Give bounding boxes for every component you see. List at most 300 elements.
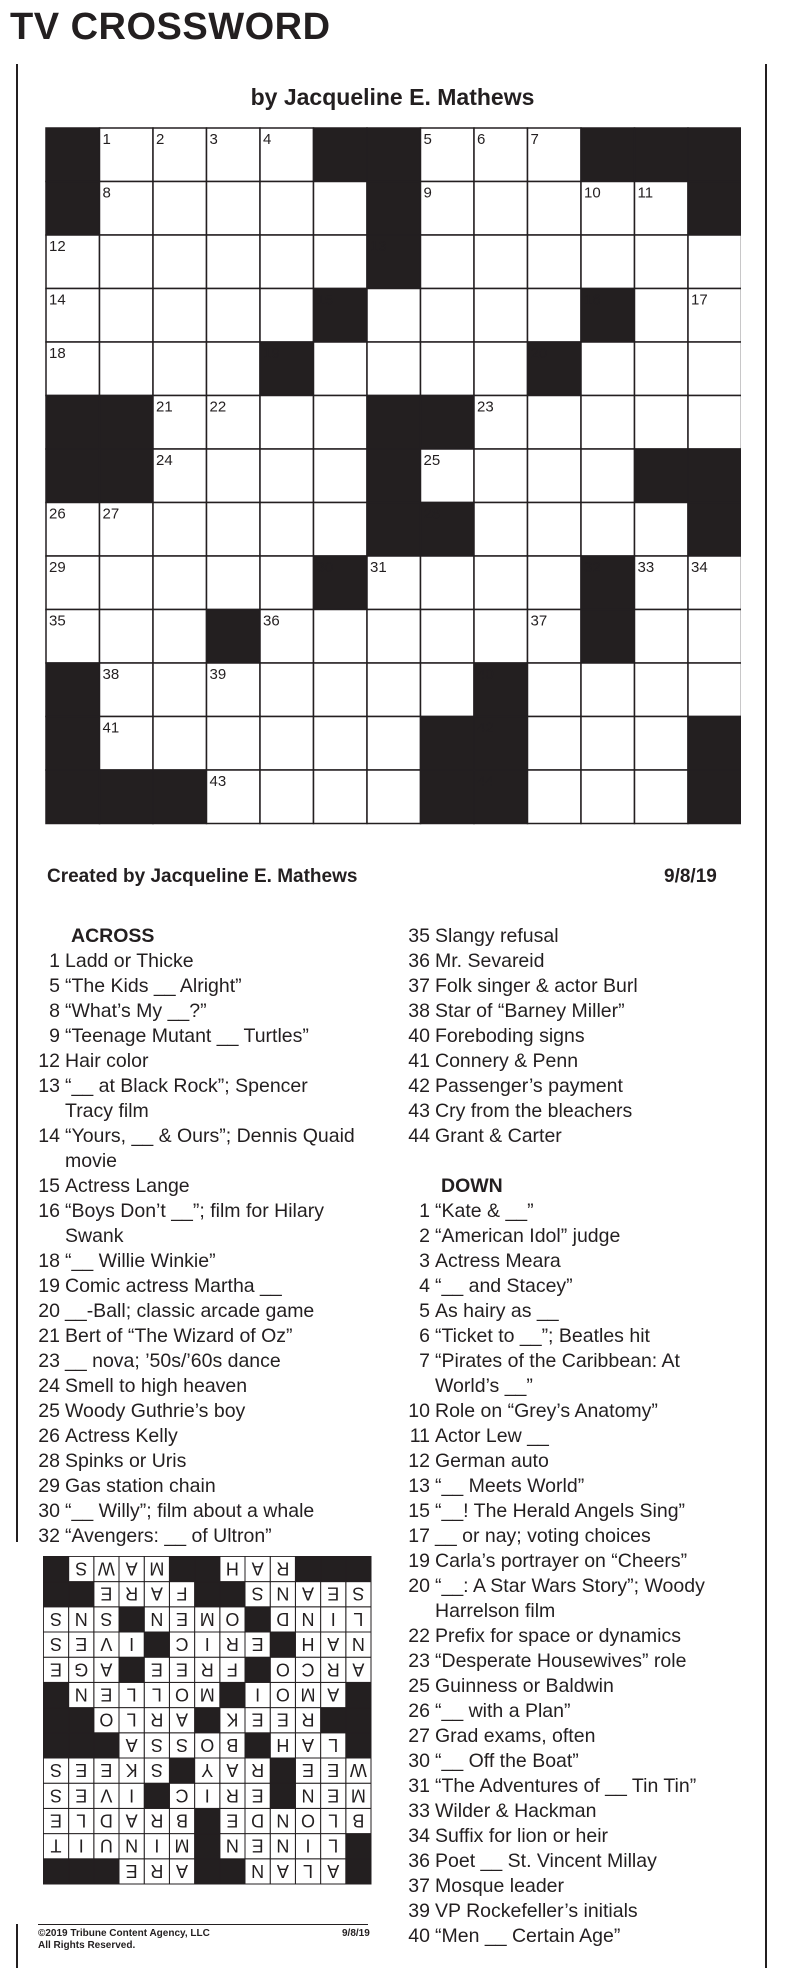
solution-black-square xyxy=(43,1682,68,1707)
grid-cell[interactable] xyxy=(474,610,528,664)
grid-cell[interactable] xyxy=(260,503,314,557)
clue-number: 5 xyxy=(419,1300,430,1322)
cell-number: 37 xyxy=(530,612,548,630)
grid-cell[interactable] xyxy=(635,770,689,824)
solution-black-square xyxy=(69,1582,94,1607)
grid-cell[interactable] xyxy=(260,717,314,771)
grid-cell[interactable] xyxy=(207,503,261,557)
grid-cell[interactable] xyxy=(153,182,207,236)
cell-number: 23 xyxy=(477,398,494,416)
solution-letter: E xyxy=(327,1760,340,1781)
solution-black-square xyxy=(195,1708,220,1733)
solution-letter: R xyxy=(125,1583,139,1604)
solution-letter: M xyxy=(350,1785,366,1806)
solution-letter: R xyxy=(326,1659,340,1680)
clue xyxy=(408,1299,705,1324)
solution-letter: E xyxy=(251,1785,264,1806)
solution-letter: E xyxy=(150,1659,163,1680)
grid-cell[interactable] xyxy=(260,235,314,289)
grid-cell[interactable] xyxy=(688,610,741,664)
grid-cell[interactable] xyxy=(207,235,261,289)
grid-cell[interactable] xyxy=(635,235,689,289)
black-square xyxy=(367,449,421,503)
grid-cell[interactable] xyxy=(260,289,314,343)
clue-text: __ or nay; voting choices xyxy=(435,1525,651,1547)
grid-cell[interactable] xyxy=(100,235,154,289)
solution-letter: I xyxy=(129,1785,135,1806)
clue xyxy=(408,1549,705,1574)
clue xyxy=(408,999,638,1024)
solution-black-square xyxy=(245,1657,270,1682)
solution-letter: R xyxy=(276,1558,290,1579)
clue-text: Role on “Grey’s Anatomy” xyxy=(435,1400,658,1422)
grid-cell[interactable] xyxy=(153,503,207,557)
clue xyxy=(408,1799,705,1824)
solution-letter: R xyxy=(251,1760,265,1781)
solution-letter: S xyxy=(150,1734,163,1755)
grid-cell[interactable] xyxy=(153,556,207,610)
grid-cell[interactable] xyxy=(100,610,154,664)
clue-number: 41 xyxy=(408,1050,430,1072)
clue xyxy=(38,1349,355,1374)
clue-text: Actress Meara xyxy=(435,1250,561,1272)
clue-text: “__! The Herald Angels Sing” xyxy=(435,1500,686,1522)
created-by: Created by Jacqueline E. Mathews xyxy=(47,866,358,887)
solution-letter: E xyxy=(327,1785,340,1806)
grid-cell[interactable] xyxy=(207,449,261,503)
cell-number: 17 xyxy=(691,291,708,309)
black-square xyxy=(46,128,100,182)
crossword-grid[interactable] xyxy=(45,127,741,849)
solution-letter: E xyxy=(226,1810,239,1831)
grid-cell[interactable] xyxy=(421,556,475,610)
grid-cell[interactable] xyxy=(688,663,741,717)
solution-letter: B xyxy=(175,1810,189,1831)
grid-cell[interactable] xyxy=(528,289,582,343)
solution-letter: E xyxy=(276,1709,289,1730)
clue-number: 43 xyxy=(408,1100,430,1122)
grid-cell[interactable] xyxy=(153,235,207,289)
clue-number: 42 xyxy=(408,1075,430,1097)
clue xyxy=(38,1199,355,1224)
black-square xyxy=(688,770,741,824)
grid-cell[interactable] xyxy=(207,289,261,343)
clue-number: 4 xyxy=(419,1275,430,1297)
grid-cell[interactable] xyxy=(153,289,207,343)
clue-number: 37 xyxy=(408,975,430,997)
clue-number: 25 xyxy=(38,1400,60,1422)
cell-number: 24 xyxy=(156,452,173,469)
grid-cell[interactable] xyxy=(260,449,314,503)
clue xyxy=(408,1774,705,1799)
cell-number: 41 xyxy=(102,719,120,737)
solution-letter: L xyxy=(328,1734,339,1755)
clue xyxy=(408,1724,705,1749)
solution-letter: A xyxy=(352,1659,365,1680)
frame-rule-right xyxy=(765,64,767,1968)
clue-text: Smell to high heaven xyxy=(65,1375,248,1397)
grid-cell[interactable] xyxy=(314,663,368,717)
grid-cell[interactable] xyxy=(474,503,528,557)
clue-text: Folk singer & actor Burl xyxy=(435,975,638,997)
puzzle-date: 9/8/19 xyxy=(664,866,717,887)
solution-letter: A xyxy=(327,1860,340,1881)
clue xyxy=(408,1074,638,1099)
solution-letter: I xyxy=(204,1634,210,1655)
grid-cell[interactable] xyxy=(635,663,689,717)
clue-number: 15 xyxy=(408,1500,430,1522)
cell-number: 34 xyxy=(691,559,708,576)
solution-letter: A xyxy=(301,1734,315,1755)
clue-number: 1 xyxy=(419,1200,430,1222)
solution-letter: E xyxy=(251,1835,264,1856)
clue-text: “__: A Star Wars Story”; Woody xyxy=(435,1575,705,1597)
grid-cell[interactable] xyxy=(153,663,207,717)
clue-number: 18 xyxy=(38,1250,60,1272)
clue-number: 36 xyxy=(408,950,430,972)
solution-letter: V xyxy=(100,1634,113,1655)
clue-text: Tracy film xyxy=(65,1100,149,1122)
solution-letter: N xyxy=(351,1634,365,1655)
grid-cell[interactable] xyxy=(474,342,528,396)
clue xyxy=(38,949,355,974)
solution-letter: I xyxy=(78,1835,84,1856)
grid-cell[interactable] xyxy=(635,717,689,771)
clue xyxy=(408,1899,705,1924)
clue xyxy=(38,1299,355,1324)
clue-text: Prefix for space or dynamics xyxy=(435,1625,682,1647)
solution-letter: N xyxy=(301,1608,315,1629)
clue-number: 19 xyxy=(38,1275,60,1297)
clue-text: Actor Lew __ xyxy=(435,1425,549,1447)
grid-cell[interactable] xyxy=(153,717,207,771)
clue-text: Ladd or Thicke xyxy=(65,950,194,972)
clue-number: 8 xyxy=(49,1000,60,1022)
grid-cell[interactable] xyxy=(581,396,635,450)
grid-cell[interactable] xyxy=(635,342,689,396)
grid-cell[interactable] xyxy=(260,770,314,824)
grid-cell[interactable] xyxy=(207,717,261,771)
grid-cell[interactable] xyxy=(207,342,261,396)
solution-black-square xyxy=(144,1632,169,1657)
clue-text: “The Adventures of __ Tin Tin” xyxy=(435,1775,697,1797)
cell-number: 5 xyxy=(423,131,432,148)
grid-cell[interactable] xyxy=(474,235,528,289)
solution-letter: A xyxy=(226,1760,239,1781)
grid-cell[interactable] xyxy=(367,342,421,396)
grid-cell[interactable] xyxy=(314,717,368,771)
solution-letter: B xyxy=(226,1734,239,1755)
cell-number: 29 xyxy=(49,559,66,576)
grid-cell[interactable] xyxy=(153,610,207,664)
grid-cell[interactable] xyxy=(528,182,582,236)
grid-cell[interactable] xyxy=(581,663,635,717)
black-square xyxy=(46,717,100,771)
cell-number: 40 xyxy=(477,666,494,683)
clue-number: 12 xyxy=(408,1450,430,1472)
clue xyxy=(408,1674,705,1699)
clue-number: 27 xyxy=(408,1725,430,1747)
solution-letter: I xyxy=(330,1608,336,1629)
grid-cell[interactable] xyxy=(314,503,368,557)
clue-text: Wilder & Hackman xyxy=(435,1800,597,1822)
clue xyxy=(38,1524,355,1549)
cell-number: 32 xyxy=(584,559,601,576)
clue xyxy=(38,1249,355,1274)
cell-number: 30 xyxy=(316,559,334,576)
grid-cell[interactable] xyxy=(367,717,421,771)
cell-number: 35 xyxy=(49,612,66,630)
grid-cell[interactable] xyxy=(367,663,421,717)
grid-cell[interactable] xyxy=(581,717,635,771)
clue-text: As hairy as __ xyxy=(435,1300,559,1322)
grid-cell[interactable] xyxy=(314,449,368,503)
solution-letter: D xyxy=(276,1608,290,1629)
clue xyxy=(408,1374,705,1399)
solution-letter: E xyxy=(175,1659,189,1680)
solution-letter: E xyxy=(75,1760,88,1781)
solution-black-square xyxy=(295,1556,320,1581)
solution-letter: N xyxy=(225,1835,239,1856)
clue xyxy=(408,1124,638,1149)
solution-black-square xyxy=(346,1834,371,1859)
solution-letter: O xyxy=(99,1709,114,1730)
grid-cell[interactable] xyxy=(528,663,582,717)
grid-cell[interactable] xyxy=(528,235,582,289)
grid-cell[interactable] xyxy=(314,396,368,450)
grid-cell[interactable] xyxy=(100,289,154,343)
solution-black-square xyxy=(195,1808,220,1833)
cell-number: 22 xyxy=(209,398,227,416)
clue xyxy=(408,1624,705,1649)
solution-black-square xyxy=(346,1682,371,1707)
solution-black-square xyxy=(94,1733,119,1758)
solution-letter: A xyxy=(125,1734,138,1755)
cell-number: 39 xyxy=(209,666,227,683)
grid-cell[interactable] xyxy=(314,235,368,289)
grid-cell[interactable] xyxy=(581,770,635,824)
black-square xyxy=(46,396,100,450)
grid-cell[interactable] xyxy=(421,289,475,343)
clue-number: 44 xyxy=(408,1125,430,1147)
cell-number: 28 xyxy=(423,505,441,523)
solution-letter: N xyxy=(301,1785,315,1806)
grid-cell[interactable] xyxy=(528,396,582,450)
cell-number: 9 xyxy=(423,184,432,202)
solution-letter: S xyxy=(100,1608,113,1629)
clue xyxy=(38,1474,355,1499)
grid-cell[interactable] xyxy=(528,556,582,610)
clue-number: 20 xyxy=(38,1300,60,1322)
clue xyxy=(408,1499,705,1524)
black-square xyxy=(688,717,741,771)
grid-cell[interactable] xyxy=(581,449,635,503)
solution-letter: S xyxy=(251,1583,264,1604)
solution-letter: A xyxy=(175,1860,189,1881)
clue-text: “What’s My __?” xyxy=(65,1000,207,1022)
solution-letter: O xyxy=(300,1810,316,1831)
clue-number: 40 xyxy=(408,1925,430,1947)
solution-black-square xyxy=(69,1733,94,1758)
solution-letter: B xyxy=(352,1810,365,1831)
grid-cell[interactable] xyxy=(635,289,689,343)
solution-letter: I xyxy=(255,1684,261,1705)
clue-text: Star of “Barney Miller” xyxy=(435,1000,625,1022)
black-square xyxy=(46,449,100,503)
clue-number: 11 xyxy=(409,1425,430,1447)
grid-cell[interactable] xyxy=(528,449,582,503)
clue-text: “Pirates of the Caribbean: At xyxy=(435,1350,680,1372)
clue-text: “__ Meets World” xyxy=(435,1475,585,1497)
grid-cell[interactable] xyxy=(421,342,475,396)
solution-letter: S xyxy=(49,1634,63,1655)
clue xyxy=(38,974,355,999)
black-square xyxy=(46,663,100,717)
solution-letter: N xyxy=(150,1608,164,1629)
grid-cell[interactable] xyxy=(421,663,475,717)
black-square xyxy=(367,396,421,450)
grid-cell[interactable] xyxy=(688,396,741,450)
grid-cell[interactable] xyxy=(635,396,689,450)
grid-cell[interactable] xyxy=(260,663,314,717)
grid-cell[interactable] xyxy=(367,610,421,664)
grid-cell[interactable] xyxy=(367,289,421,343)
solution-letter: A xyxy=(150,1583,163,1604)
cell-number: 19 xyxy=(263,345,280,362)
black-square xyxy=(100,396,154,450)
grid-cell[interactable] xyxy=(635,503,689,557)
grid-cell[interactable] xyxy=(314,770,368,824)
solution-letter: I xyxy=(154,1835,160,1856)
clue xyxy=(408,1824,705,1849)
solution-letter: R xyxy=(301,1709,315,1730)
clue-text: “__ with a Plan” xyxy=(435,1700,571,1722)
grid-cell[interactable] xyxy=(260,396,314,450)
rights: All Rights Reserved. xyxy=(38,1940,136,1951)
clue-number: 17 xyxy=(408,1525,430,1547)
grid-cell[interactable] xyxy=(153,342,207,396)
solution-black-square xyxy=(69,1859,94,1884)
grid-cell[interactable] xyxy=(581,235,635,289)
grid-cell[interactable] xyxy=(528,503,582,557)
cell-number: 1 xyxy=(102,131,111,148)
clue-number: 22 xyxy=(408,1625,430,1647)
solution-letter: C xyxy=(175,1634,189,1655)
solution-black-square xyxy=(220,1859,245,1884)
clue xyxy=(38,1324,355,1349)
clue-number: 32 xyxy=(38,1525,60,1547)
clue-text: Cry from the bleachers xyxy=(435,1100,633,1122)
clue-text: Mr. Sevareid xyxy=(435,950,545,972)
clue xyxy=(408,1599,705,1624)
solution-letter: R xyxy=(150,1810,164,1831)
grid-cell[interactable] xyxy=(688,342,741,396)
grid-cell[interactable] xyxy=(528,770,582,824)
clue-text: __ nova; ’50s/’60s dance xyxy=(65,1350,281,1372)
solution-letter: O xyxy=(275,1659,290,1680)
clue-text: Grant & Carter xyxy=(435,1125,562,1147)
black-square xyxy=(688,449,741,503)
cell-number: 6 xyxy=(477,131,486,148)
footer-date: 9/8/19 xyxy=(342,1928,370,1939)
black-square xyxy=(421,770,475,824)
clue xyxy=(408,1399,705,1424)
across-clues xyxy=(38,924,355,1549)
clue-number: 7 xyxy=(419,1350,430,1372)
clue xyxy=(408,1849,705,1874)
clue-text: Actress Lange xyxy=(65,1175,190,1197)
cell-number: 20 xyxy=(530,345,548,362)
grid-cell[interactable] xyxy=(688,235,741,289)
solution-letter: E xyxy=(251,1634,264,1655)
clue xyxy=(38,1024,355,1049)
clue-text: World’s __” xyxy=(435,1375,533,1397)
solution-letter: L xyxy=(126,1684,137,1705)
solution-letter: S xyxy=(175,1734,189,1755)
grid-cell[interactable] xyxy=(474,449,528,503)
clue xyxy=(38,1124,355,1149)
grid-cell[interactable] xyxy=(528,717,582,771)
grid-cell[interactable] xyxy=(100,556,154,610)
grid-cell[interactable] xyxy=(474,182,528,236)
footer xyxy=(38,1928,370,1952)
solution-letter: M xyxy=(300,1684,316,1705)
clue xyxy=(38,1149,355,1174)
solution-letter: E xyxy=(301,1760,315,1781)
cell-number: 38 xyxy=(102,666,120,683)
grid-cell[interactable] xyxy=(100,342,154,396)
grid-cell[interactable] xyxy=(260,182,314,236)
frame-rule-left xyxy=(16,64,18,1542)
solution-letter: N xyxy=(74,1608,88,1629)
grid-cell[interactable] xyxy=(207,182,261,236)
clue-number: 5 xyxy=(49,975,60,997)
clue-text: “Kate & __” xyxy=(435,1200,534,1222)
solution-black-square xyxy=(195,1556,220,1581)
grid-cell[interactable] xyxy=(314,182,368,236)
grid-cell[interactable] xyxy=(260,556,314,610)
clue xyxy=(38,1424,355,1449)
solution-letter: O xyxy=(200,1734,215,1755)
clue-number: 38 xyxy=(408,1000,430,1022)
cell-number: 25 xyxy=(423,452,441,469)
grid-cell[interactable] xyxy=(474,289,528,343)
solution-letter: O xyxy=(225,1608,240,1629)
clue-text: Passenger’s payment xyxy=(435,1075,623,1097)
solution-letter: R xyxy=(200,1659,214,1680)
grid-cell[interactable] xyxy=(474,556,528,610)
black-square xyxy=(635,449,689,503)
grid-cell[interactable] xyxy=(314,342,368,396)
grid-cell[interactable] xyxy=(635,610,689,664)
grid-cell[interactable] xyxy=(421,610,475,664)
clue xyxy=(408,924,638,949)
grid-cell[interactable] xyxy=(314,610,368,664)
solution-letter: A xyxy=(301,1583,315,1604)
grid-cell[interactable] xyxy=(207,556,261,610)
clue-text: Harrelson film xyxy=(435,1600,556,1622)
clue xyxy=(38,1224,355,1249)
clue-number: 15 xyxy=(38,1175,60,1197)
solution-letter: E xyxy=(251,1709,264,1730)
solution-letter: A xyxy=(175,1709,189,1730)
grid-cell[interactable] xyxy=(421,235,475,289)
clue-number: 26 xyxy=(408,1700,430,1722)
grid-cell[interactable] xyxy=(581,342,635,396)
solution-letter: R xyxy=(225,1785,239,1806)
grid-cell[interactable] xyxy=(581,503,635,557)
grid-cell[interactable] xyxy=(367,770,421,824)
